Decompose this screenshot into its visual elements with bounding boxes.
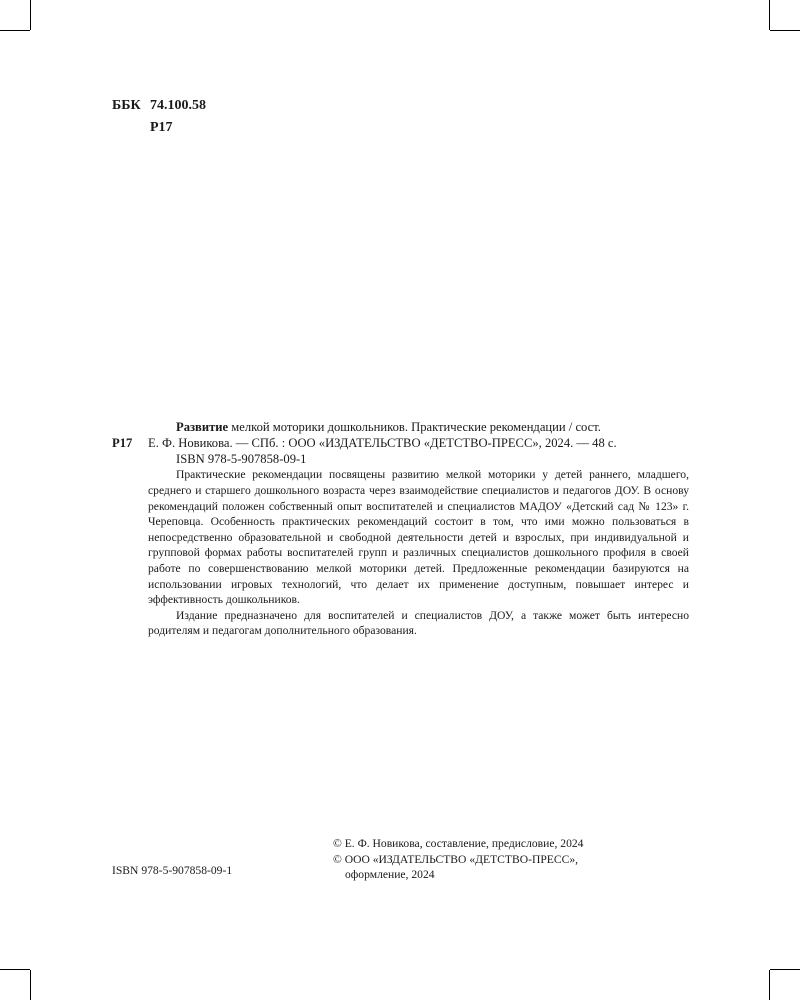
entry-title-bold: Развитие	[176, 420, 229, 434]
author-code: Р17	[150, 120, 173, 135]
crop-mark	[30, 0, 31, 30]
annotation	[148, 467, 689, 639]
entry-isbn: ISBN 978-5-907858-09-1	[176, 451, 307, 466]
crop-mark	[770, 969, 800, 970]
bbk-block	[112, 95, 206, 139]
copyright-line: оформление, 2024	[345, 868, 435, 882]
copyright-line: © ООО «ИЗДАТЕЛЬСТВО «ДЕТСТВО-ПРЕСС»,	[333, 852, 579, 866]
footer-isbn: ISBN 978-5-907858-09-1	[112, 864, 233, 877]
copyright-line: © Е. Ф. Новикова, составление, предисловие, 2024	[333, 837, 584, 850]
annotation-paragraph: Издание предназначено для воспитателей и специалистов ДОУ, а также может быть интересно родителям и педагогам дополнительного образования.	[148, 608, 689, 638]
entry-title-rest: мелкой моторики дошкольников. Практические рекомендации / сост.	[228, 420, 601, 434]
annotation-paragraph: Практические рекомендации посвящены развитию мелкой моторики у детей раннего, младшего, среднего и старшего дошкольного возраста через взаимодействие специалистов и педагогов ДОУ. В основу рекомендаций положен собственный опыт воспитателей и специалистов МАДОУ «Детский сад № 123» г. Череповца. Особенность практических рекомендаций состоит в том, что ими можно пользоваться в непосредственно образовательной и свободной деятельности детей и взрослых, при индивидуальной и групповой формах работы воспитателей групп и различных специалистов дошкольного профиля в своей работе по совершенствованию мелкой моторики детей. Предложенные рекомендации базируются на использовании игровых технологий, что делает их применение доступным, повышает интерес и эффективность дошкольников.	[148, 468, 689, 607]
entry-title-line2: Е. Ф. Новикова. — СПб. : ООО «ИЗДАТЕЛЬСТВО «ДЕТСТВО-ПРЕСС», 2024. — 48 с.	[148, 435, 617, 450]
side-author-code: Р17	[112, 436, 133, 450]
bbk-index: 74.100.58	[150, 98, 206, 113]
crop-mark	[769, 970, 770, 1000]
crop-mark	[770, 30, 800, 31]
bbk-label: ББК	[112, 98, 141, 113]
entry-title-line	[148, 420, 689, 436]
crop-mark	[0, 969, 30, 970]
crop-mark	[769, 0, 770, 30]
crop-mark	[0, 30, 30, 31]
crop-mark	[30, 970, 31, 1000]
bibliographic-entry	[148, 420, 689, 639]
copyright-block	[333, 836, 583, 883]
